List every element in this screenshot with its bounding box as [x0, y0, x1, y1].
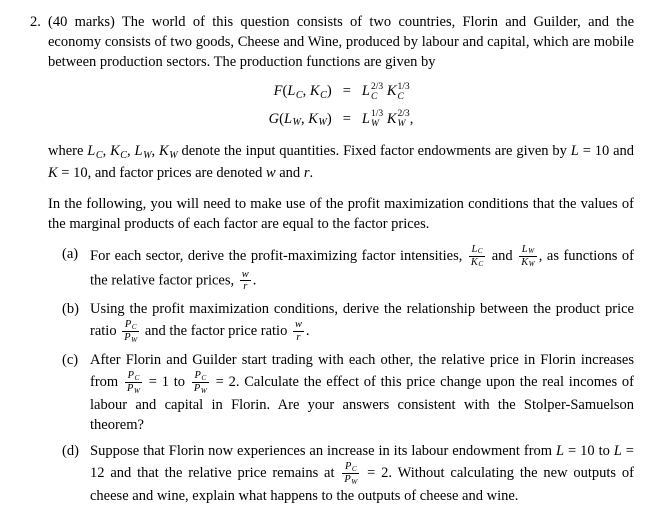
item-b-label: (b) — [62, 301, 79, 318]
para-endowments: where LC, KC, LW, KW denote the input quantities. Fixed factor endowments are given by L = 10 and K = 10, and factor prices are denoted w and r. — [48, 143, 635, 181]
question-items — [48, 244, 634, 506]
equation-cheese-lhs: F(LC, KC) — [273, 83, 332, 101]
para-hint: In the following, you will need to make use of the profit maximization conditions that the values of the marginal products of each factor are equal to the factor prices. — [48, 195, 634, 232]
item-d-text: Suppose that Florin now experiences an increase in its labour endowment from L = 10 to L = 12 and that the relative price remains at $\frac{PC}{PW}$ = 2. Without calculating the new outputs of cheese and wine, explain what happens to the outputs of cheese and wine. — [90, 443, 634, 505]
item-c-label: (c) — [62, 352, 79, 369]
item-c-text: After Florin and Guilder start trading with each other, the relative price in Florin increases from $\frac{PC}{PW}$ = 1 to $\frac{PC}{PW}$ = 2. Calculate the effect of this price change upon the real incomes of labour and capital in Florin. Are your answers consistent with the Stolper-Samuelson theorem? — [90, 352, 634, 434]
equation-wine-lhs: G(LW, KW) — [268, 110, 332, 129]
item-c — [62, 350, 634, 435]
item-d-label: (d) — [62, 443, 79, 460]
equation-cheese-equals: = — [342, 83, 351, 99]
question-number: 2. — [30, 14, 41, 30]
item-d — [62, 441, 634, 506]
item-b — [62, 299, 634, 344]
item-b-text: Using the profit maximization conditions, derive the relationship between the product price ratio $\frac{PC}{PW}$ and the factor price ratio $\frac{w}{r}$ . — [90, 301, 634, 344]
question-body — [48, 12, 634, 506]
equation-cheese-rhs: L 2/3 C K 1/3 C — [361, 80, 410, 102]
item-a-label: (a) — [62, 245, 79, 262]
equation-wine-rhs: L 1/3 W K 2/3 W , — [361, 108, 414, 130]
production-functions-block — [48, 81, 634, 130]
question-intro: (40 marks) The world of this question consists of two countries, Florin and Guilder, and the economy consists of two goods, Cheese and Wine, produced by labour and capital, which are mobile between production sectors. The production functions are given by — [48, 14, 634, 70]
item-a — [62, 244, 634, 293]
question-2 — [0, 12, 662, 506]
item-a-text: For each sector, derive the profit-maximizing factor intensities, $\frac{LC}{KC}$ and $\frac{LW}{KW}$ , as functions of the relative factor prices, $\frac{w}{r}$ . — [90, 243, 635, 293]
equations-grid — [269, 81, 414, 130]
equation-wine-equals: = — [342, 110, 351, 127]
